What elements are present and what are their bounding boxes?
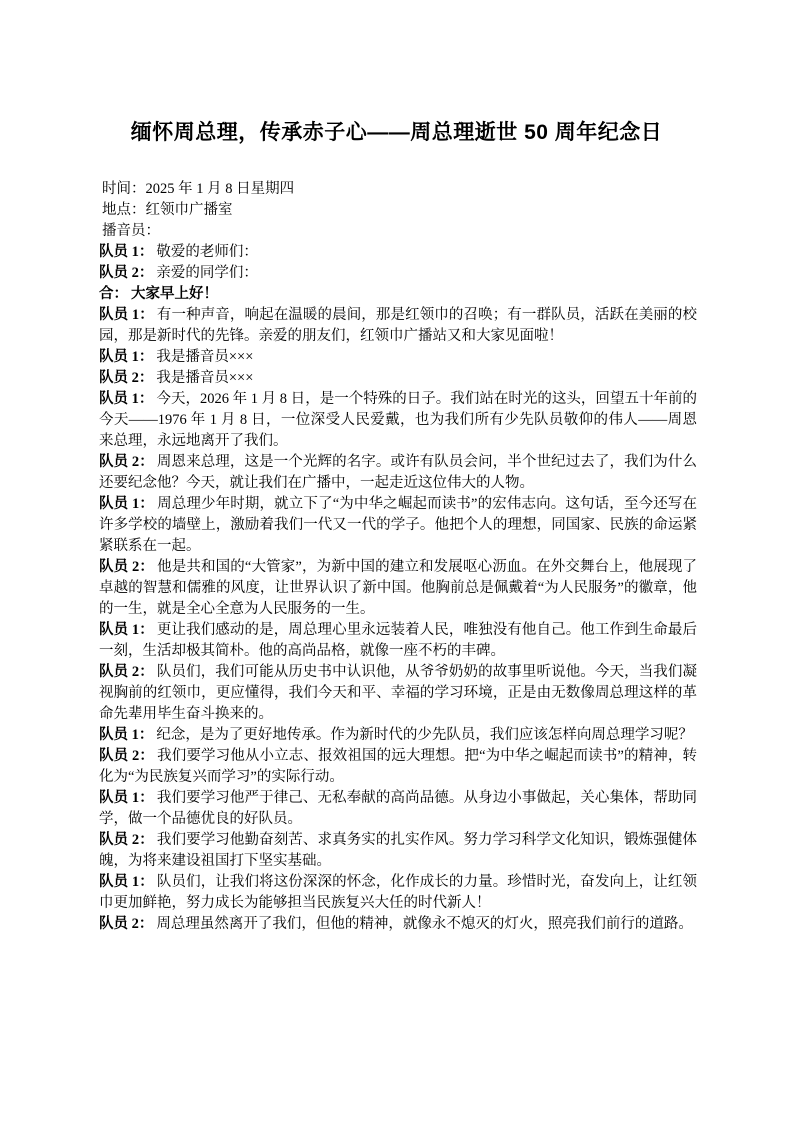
dialogue-paragraph	[99, 830, 697, 872]
dialogue-paragraph	[99, 872, 697, 914]
dialogue-text: 今天，2026 年 1 月 8 日，是一个特殊的日子。我们站在时光的这头，回望五十年前的今天——1976 年 1 月 8 日，一位深受人民爱戴，也为我们所有少先队员敬仰的伟人——周恩来总理，永远地离开了我们。	[99, 391, 697, 449]
dialogue-text: 我是播音员×××	[156, 349, 254, 365]
dialogue-paragraph	[99, 788, 697, 830]
dialogue-text: 我们要学习他勤奋刻苦、求真务实的扎实作风。努力学习科学文化知识，锻炼强健体魄，为将来建设祖国打下坚实基础。	[99, 832, 698, 869]
dialogue-paragraph	[99, 494, 697, 557]
speaker-label: 合：	[99, 286, 128, 302]
speaker-label: 队员 2：	[99, 916, 154, 932]
dialogue-text: 我们要学习他从小立志、报效祖国的远大理想。把“为中华之崛起而读书”的精神，转化为“为民族复兴而学习”的实际行动。	[99, 748, 697, 785]
dialogue-paragraph	[99, 284, 697, 305]
dialogue-text: 他是共和国的“大管家”，为新中国的建立和发展呕心沥血。在外交舞台上，他展现了卓越的智慧和儒雅的风度，让世界认识了新中国。他胸前总是佩戴着“为人民服务”的徽章，他的一生，就是全心全意为人民服务的一生。	[99, 559, 697, 617]
dialogue-text: 有一种声音，响起在温暖的晨间，那是红领巾的召唤；有一群队员，活跃在美丽的校园，那是新时代的先锋。亲爱的朋友们，红领巾广播站又和大家见面啦！	[99, 307, 698, 344]
speaker-label: 队员 2：	[99, 265, 154, 281]
dialogue-text: 我们要学习他严于律己、无私奉献的高尚品德。从身边小事做起，关心集体，帮助同学，做一个品德优良的好队员。	[99, 790, 698, 827]
speaker-label: 队员 2：	[99, 664, 154, 680]
dialogue-text: 时间：2025 年 1 月 8 日星期四	[102, 181, 295, 197]
dialogue-paragraph	[99, 452, 697, 494]
dialogue-text: 队员们，我们可能从历史书中认识他，从爷爷奶奶的故事里听说他。今天，当我们凝视胸前的红领巾，更应懂得，我们今天和平、幸福的学习环境，正是由无数像周总理这样的革命先辈用毕生奋斗换来的。	[99, 664, 698, 722]
speaker-label: 队员 1：	[99, 874, 154, 890]
dialogue-text: 更让我们感动的是，周总理心里永远装着人民，唯独没有他自己。他工作到生命最后一刻，生活却极其简朴。他的高尚品格，就像一座不朽的丰碑。	[99, 622, 698, 659]
speaker-label: 队员 1：	[99, 349, 154, 365]
dialogue-text: 敬爱的老师们：	[156, 244, 258, 260]
dialogue-text: 地点：红领巾广播室	[102, 202, 233, 218]
speaker-label: 队员 1：	[99, 244, 154, 260]
dialogue-paragraph	[99, 725, 697, 746]
speaker-label: 队员 1：	[99, 391, 154, 407]
dialogue-text: 周恩来总理，这是一个光辉的名字。或许有队员会问，半个世纪过去了，我们为什么还要纪念他？今天，就让我们在广播中，一起走近这位伟大的人物。	[99, 454, 698, 491]
dialogue-text: 大家早上好！	[131, 286, 218, 302]
dialogue-paragraph	[99, 389, 697, 452]
speaker-label: 队员 2：	[99, 748, 155, 764]
speaker-label: 队员 1：	[99, 622, 154, 638]
dialogue-paragraph	[99, 914, 697, 935]
speaker-label: 队员 2：	[99, 559, 155, 575]
dialogue-text: 播音员：	[102, 223, 160, 239]
dialogue-paragraph	[99, 305, 697, 347]
dialogue-paragraph	[99, 242, 697, 263]
dialogue-text: 周总理虽然离开了我们，但他的精神，就像永不熄灭的灯火，照亮我们前行的道路。	[156, 916, 693, 932]
speaker-label: 队员 2：	[99, 454, 154, 470]
dialogue-text: 我是播音员×××	[156, 370, 254, 386]
dialogue-paragraph	[99, 263, 697, 284]
dialogue-paragraph	[99, 620, 697, 662]
dialogue-paragraph	[99, 200, 697, 221]
dialogue-text: 周总理少年时期，就立下了“为中华之崛起而读书”的宏伟志向。这句话，至今还写在许多学校的墙壁上，激励着我们一代又一代的学子。他把个人的理想，同国家、民族的命运紧紧联系在一起。	[99, 496, 697, 554]
dialogue-paragraph	[99, 368, 697, 389]
dialogue-paragraph	[99, 179, 697, 200]
speaker-label: 队员 1：	[99, 727, 154, 743]
dialogue-paragraph	[99, 746, 697, 788]
dialogue-text: 队员们，让我们将这份深深的怀念，化作成长的力量。珍惜时光，奋发向上，让红领巾更加鲜艳，努力成长为能够担当民族复兴大任的时代新人！	[99, 874, 698, 911]
dialogue-paragraph	[99, 221, 697, 242]
broadcast-script-body	[99, 179, 697, 935]
dialogue-paragraph	[99, 662, 697, 725]
speaker-label: 队员 2：	[99, 832, 154, 848]
speaker-label: 队员 1：	[99, 496, 155, 512]
dialogue-text: 亲爱的同学们：	[156, 265, 258, 281]
dialogue-text: 纪念，是为了更好地传承。作为新时代的少先队员，我们应该怎样向周总理学习呢？	[156, 727, 693, 743]
speaker-label: 队员 1：	[99, 307, 154, 323]
speaker-label: 队员 2：	[99, 370, 154, 386]
document-title: 缅怀周总理，传承赤子心——周总理逝世 50 周年纪念日	[130, 121, 663, 144]
speaker-label: 队员 1：	[99, 790, 154, 806]
dialogue-paragraph	[99, 347, 697, 368]
dialogue-paragraph	[99, 557, 697, 620]
